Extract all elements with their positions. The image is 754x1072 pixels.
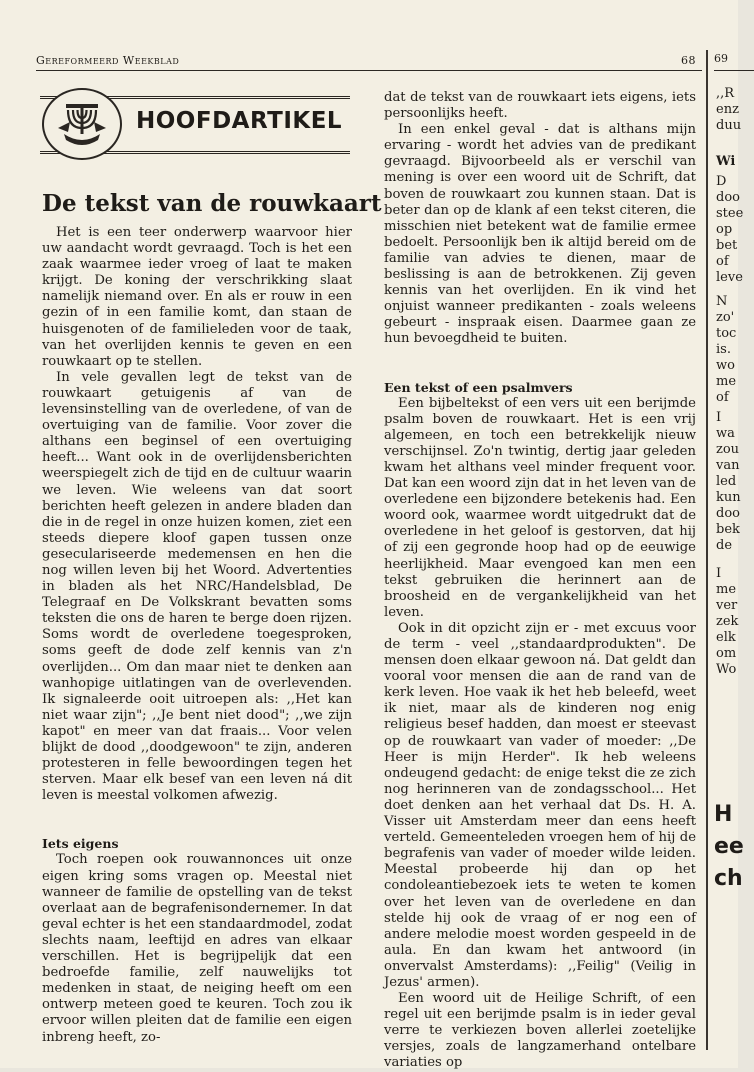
next-page-fragment: led [716,474,737,489]
subheading: Iets eigens [42,836,119,852]
next-page-fragment: I [716,410,722,425]
next-page-fragment: wo [716,358,735,373]
next-page-title-fragment: ch [714,866,743,891]
next-page-fragment: me [716,582,737,597]
next-page-fragment: zou [716,442,740,457]
next-page-fragment: me [716,374,737,389]
next-page-fragment: D [716,174,727,189]
next-page-fragment: ,,R [716,86,735,101]
magazine-title: Gereformeerd Weekblad [36,54,180,67]
next-page-fragment: ver [716,598,738,613]
next-page-fragment: is. [716,342,731,357]
next-page-title-fragment: ee [714,834,744,859]
next-page-fragment: enz [716,102,739,117]
subheading: Een tekst of een psalmvers [384,379,573,395]
paragraph: In vele gevallen legt de tekst van de rouwkaart getuigenis af van de levensinstelling van de overledene, of van de overtuiging van de familie. Voor zover die althans een beginsel of een overtuiging heeft... Want ook in de overlijdensberichten weerspiegelt zich de tijd en de cultuur waarin we leven. Wie weleens van dat soort berichten heeft gelezen in andere bladen dan die in de regel in onze huizen komen, ziet een steeds diepere kloof gapen tussen onze geseculariseerde medemensen en hen die nog willen leven bij het Woord. Advertenties in bladen als het NRC/Handelsblad, De Telegraaf en De Volkskrant bevatten soms teksten die ons de haren te berge doen rijzen. Soms wordt de overledene toegesproken, soms geeft de dode zelf kennis van z'n overlijden... Om dan maar niet te denken aan wanhopige uitlatingen van de overlevenden. Ik signaleerde ooit uitroepen als: ,,Het kan niet waar zijn"; ,,Je bent niet dood"; ,,we zijn kapot" en meer van dat fraais... Voor velen blijkt de dood ,,doodgewoon" te zijn, anderen protesteren in felle bewoordingen tegen het sterven. Maar elk besef van een leven ná dit leven is meestal volkomen afwezig. [42,369,352,804]
article-column-right [384,90,696,1072]
next-page-fragment: of [716,390,729,405]
page-69-edge [706,50,744,1050]
next-page-fragment: op [716,222,733,237]
next-page-fragment: de [716,538,733,553]
next-page-fragment: duu [716,118,742,133]
next-page-fragment: bek [716,522,740,537]
next-page-fragment: N [716,294,728,309]
next-page-title-fragment: H [714,802,733,827]
paragraph: Toch roepen ook rouwannonces uit onze eigen kring soms vragen op. Meestal niet wanneer de familie de opstelling van de tekst overlaat aan de begrafenisondernemer. In dat geval echter is het een standaardmodel, zodat slechts naam, leeftijd en adres van elkaar verschillen. Het is begrijpelijk dat een bedroefde familie, zelf nauwelijks tot medenken in staat, de neiging heeft om een ontwerp meteen goed te keuren. Toch zou ik ervoor willen pleiten dat de familie een eigen inbreng heeft, zo- [42,852,352,1045]
next-page-fragment: I [716,566,722,581]
paragraph: Een woord uit de Heilige Schrift, of een regel uit een berijmde psalm is in ieder geval verre te verkiezen boven allerlei zoetelijke versjes, zoals de langzamerhand ontelbare variaties op [384,991,696,1071]
next-page-fragment: elk [716,630,736,645]
article-title: De tekst van de rouwkaart [42,190,382,217]
paragraph: Een bijbeltekst of een vers uit een berijmde psalm boven de rouwkaart. Het is een vrij algemeen, en toch een betrekkelijk nieuw verschijnsel. Zo'n twintig, dertig jaar geleden kwam het althans veel minder frequent voor. Dat kan een woord zijn dat in het leven van de overledene een bijzondere betekenis had. Een woord ook, waarmee wordt uitgedrukt dat de overledene in het geloof is gestorven, dat hij of zij een gegronde hoop had op de eeuwige heerlijkheid. Maar evengoed kan men een tekst gebruiken die herinnert aan de broosheid en de vergankelijkheid van het leven. [384,395,696,620]
next-page-fragment: kun [716,490,741,505]
next-page-fragment: van [716,458,740,473]
next-page-fragment: bet [716,238,738,253]
page-68 [36,50,702,1071]
next-page-fragment: toc [716,326,737,341]
article-column-left [42,225,352,1046]
next-page-fragment: stee [716,206,744,221]
next-page-fragment: leve [716,270,743,285]
paragraph: Het is een teer onderwerp waarvoor hier uw aandacht wordt gevraagd. Toch is het een zaak waarmee ieder vroeg of laat te maken krijgt. De koning der verschrikking slaat namelijk niemand over. En als er rouw in een gezin of in een familie komt, dan staan de huisgenoten of de familieleden voor de taak, van het overlijden kennis te geven en een rouwkaart op te stellen. [42,225,352,369]
page-number-next: 69 [714,52,754,71]
page-number: 68 [681,54,696,67]
section-banner [40,88,350,156]
section-label: HOOFDARTIKEL [136,108,343,134]
paragraph: dat de tekst van de rouwkaart iets eigens, iets persoonlijks heeft. [384,90,696,122]
next-page-fragment: doo [716,190,740,205]
menorah-emblem-icon [42,88,122,160]
paragraph: In een enkel geval - dat is althans mijn ervaring - wordt het advies van de predikant gevraagd. Bijvoorbeeld als er verschil van mening is over een woord uit de Schrift, dat boven de rouwkaart zou kunnen staan. Dat is beter dan op de klank af een tekst citeren, die misschien niet betekent wat de familie ermee bedoelt. Persoonlijk ben ik altijd bereid om de familie van advies te dienen, maar de beslissing is aan de betrokkenen. Zij geven kennis van het overlijden. En ik vind het onjuist wanneer predikanten - zoals weleens gebeurt - inspraak eisen. Daarmee gaan ze hun bevoegdheid te buiten. [384,122,696,347]
next-page-fragment: Wi [716,154,736,169]
next-page-fragment: of [716,254,729,269]
paragraph: Ook in dit opzicht zijn er - met excuus voor de term - veel ,,standaardprodukten". De mensen doen elkaar gewoon ná. Dat geldt dan vooral voor mensen die aan de rand van de kerk leven. Hoe vaak ik het heb beleefd, weet ik niet, maar als de kinderen nog enig religieus besef hadden, dan moest er steevast op de rouwkaart van vader of moeder: ,,De Heer is mijn Herder". Ik heb weleens ondeugend gedacht: de enige tekst die ze zich nog herinneren van de zondagsschool... Het doet denken aan het verhaal dat Ds. H. A. Visser uit Amsterdam meer dan eens heeft verteld. Gemeenteleden vroegen hem of hij de begrafenis van vader of moeder wilde leiden. Meestal probeerde hij dan op het condoleantiebezoek iets te weten te komen over het leven van de overledene en dan stelde hij ook de vraag of er nog een of andere melodie moest worden gespeeld in de aula. En dan kwam het antwoord (in onvervalst Amsterdams): ,,Feilig" (Veilig in Jezus' armen). [384,620,696,990]
next-page-fragment: zo' [716,310,735,325]
next-page-fragment: wa [716,426,735,441]
next-page-fragment: Wo [716,662,737,677]
next-page-fragment: doo [716,506,740,521]
running-header [36,52,702,71]
next-page-fragment: om [716,646,737,661]
next-page-fragment: zek [716,614,739,629]
